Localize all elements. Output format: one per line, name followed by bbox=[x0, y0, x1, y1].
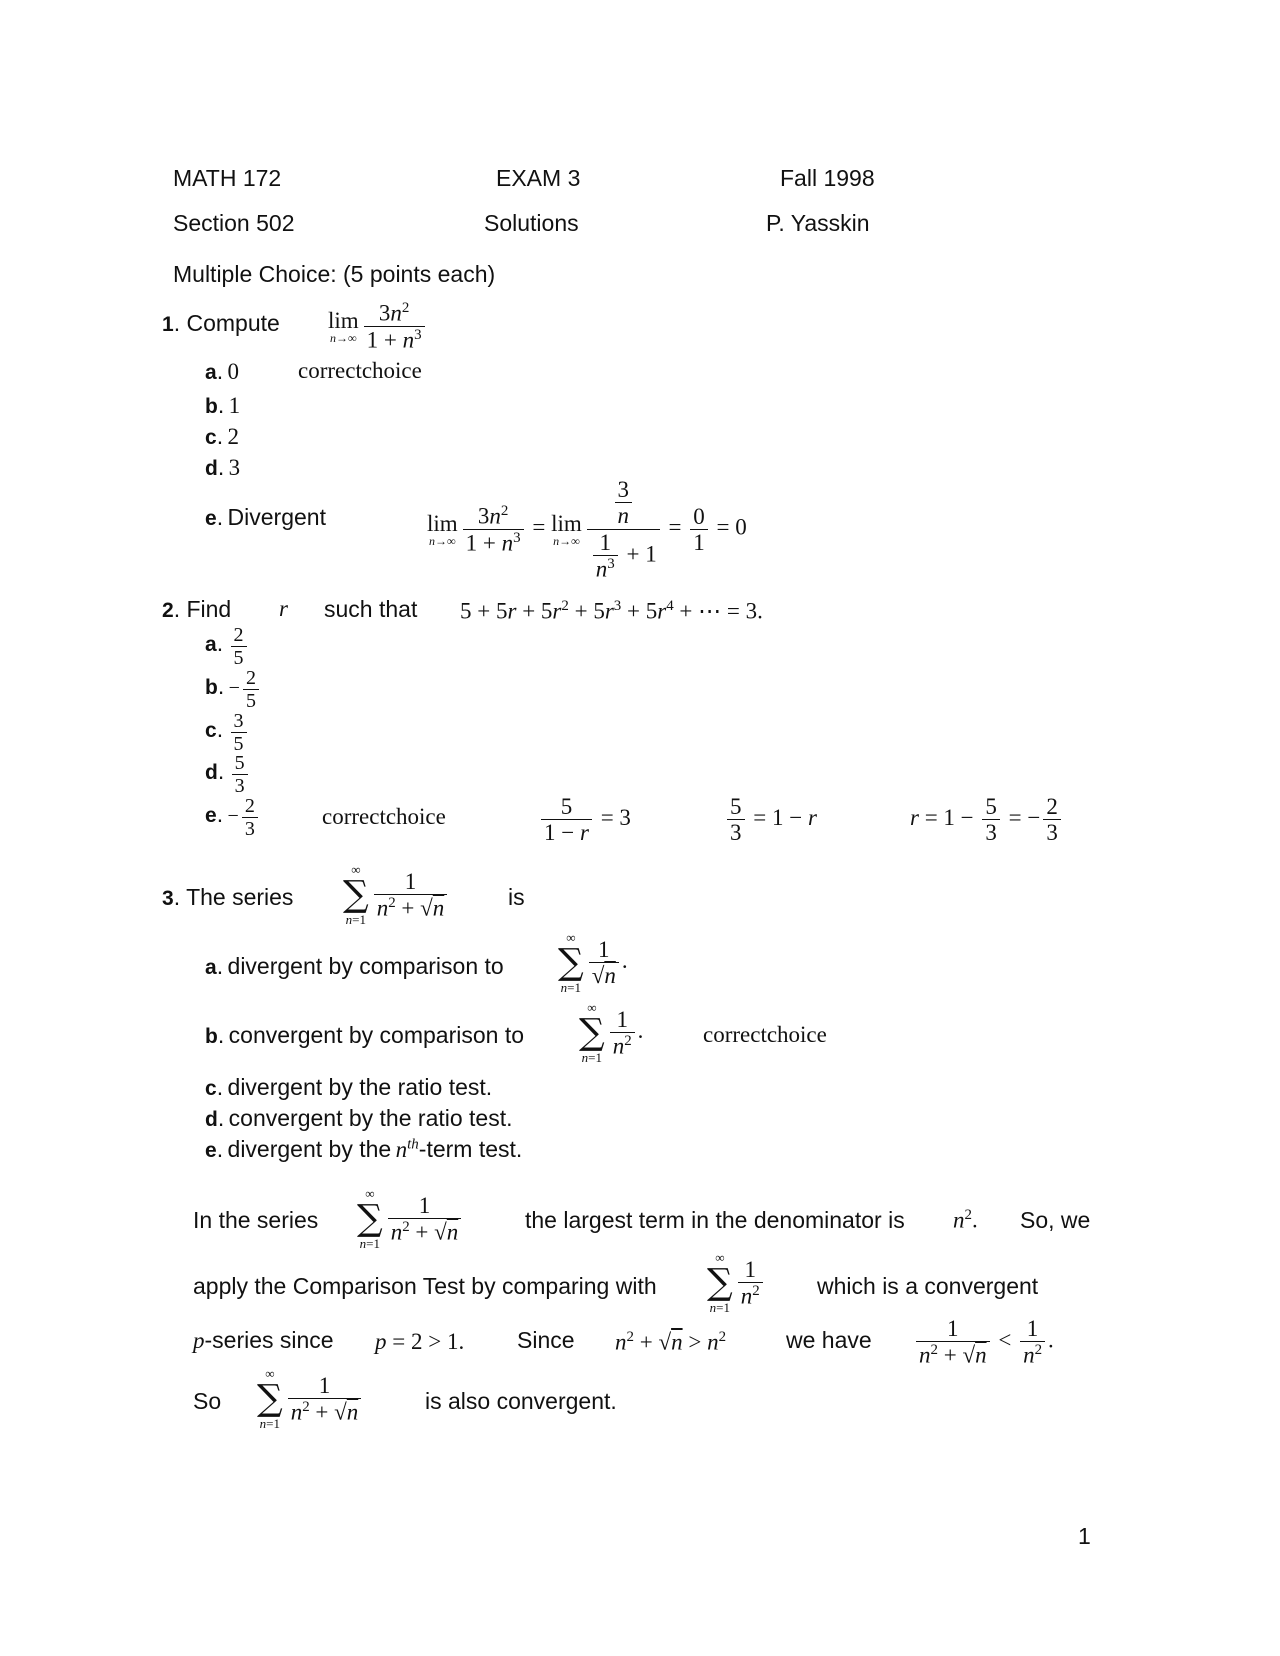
q3-choice-c[interactable]: c. divergent by the ratio test. bbox=[205, 1074, 493, 1100]
q3-choice-d[interactable]: d. convergent by the ratio test. bbox=[205, 1105, 513, 1131]
section-number: Section 502 bbox=[173, 210, 295, 236]
q3-choice-a-series: ∞ ∑ n=1 $\frac{1}{√n}$ . bbox=[558, 930, 628, 995]
q2-choice-d[interactable]: d. $\frac{5}{3}$ bbox=[205, 752, 251, 797]
q1-choice-d[interactable]: d. 3 bbox=[205, 454, 241, 480]
explanation-inequality: $n^2 + √n > n^2$ bbox=[615, 1329, 727, 1355]
explanation-p-value: p = 2 > 1. bbox=[375, 1329, 465, 1354]
q2-solution-step1: $\frac{5}{1 - r}$ = 3 bbox=[538, 794, 631, 846]
q2-choice-e[interactable]: e. − $\frac{2}{3}$ bbox=[205, 795, 261, 840]
exam-title: EXAM 3 bbox=[496, 165, 581, 191]
q2-choice-c[interactable]: c. $\frac{3}{5}$ bbox=[205, 710, 250, 755]
explanation-series-3: ∞ ∑ n=1 $\frac{1}{n^2 + √n}$ bbox=[257, 1366, 364, 1431]
q1-choice-b[interactable]: b. 1 bbox=[205, 392, 241, 418]
explanation-line4-pre: So bbox=[193, 1388, 222, 1414]
instructions: Multiple Choice: (5 points each) bbox=[173, 261, 496, 287]
q1-choice-c[interactable]: c. 2 bbox=[205, 423, 240, 449]
explanation-line1-pre: In the series bbox=[193, 1207, 319, 1233]
document-type: Solutions bbox=[484, 210, 579, 236]
q2-choice-a[interactable]: a. $\frac{2}{5}$ bbox=[205, 624, 250, 669]
q1-correct-note: correctchoice bbox=[298, 358, 422, 383]
q3-correct-note: correctchoice bbox=[703, 1022, 827, 1047]
explanation-line1-mid: the largest term in the denominator is bbox=[525, 1207, 905, 1233]
q2-correct-note: correctchoice bbox=[322, 804, 446, 829]
q1-choice-a[interactable]: a. 0 bbox=[205, 358, 240, 384]
q3-is: is bbox=[508, 884, 525, 910]
q2-equation: $5 + 5r + 5r^2 + 5r^3 + 5r^4$ + ⋯ = 3. bbox=[460, 598, 763, 624]
q3-choice-a[interactable]: a. divergent by comparison to bbox=[205, 953, 504, 979]
q2-variable: r bbox=[279, 596, 288, 621]
q1-limit-expression: lim n→∞ $\frac{3n^2}{1 + n^3}$ bbox=[328, 300, 428, 353]
q1-solution: lim n→∞ $\frac{3n^2}{1 + n^3}$ = lim n→∞ $\frac{3}{n}$ $\frac{1}{n^3}$ + 1 = $\frac{0}{1}$ = 0 bbox=[427, 477, 747, 582]
q3-choice-b[interactable]: b. convergent by comparison to bbox=[205, 1022, 524, 1048]
explanation-line2-post: which is a convergent bbox=[817, 1273, 1039, 1299]
q3-series: ∞ ∑ n=1 $\frac{1}{n^2 + √n}$ bbox=[343, 862, 450, 927]
instructor: P. Yasskin bbox=[766, 210, 870, 236]
explanation-line3-pre: p-series since bbox=[193, 1327, 334, 1353]
explanation-line1-post: So, we bbox=[1020, 1207, 1091, 1233]
course-title: MATH 172 bbox=[173, 165, 282, 191]
q3-choice-e[interactable]: e. divergent by the $n^{th}$-term test. bbox=[205, 1136, 523, 1162]
q1-number: 1 bbox=[162, 313, 174, 336]
q2-heading: 2. Find bbox=[162, 596, 232, 622]
q1-heading: 1. Compute bbox=[162, 310, 280, 336]
q2-solution-step3: r = 1 − $\frac{5}{3}$ = − $\frac{2}{3}$ bbox=[910, 794, 1064, 846]
explanation-line2-pre: apply the Comparison Test by comparing with bbox=[193, 1273, 657, 1299]
q3-heading: 3. The series bbox=[162, 884, 294, 910]
q2-solution-step2: $\frac{5}{3}$ = 1 − r bbox=[724, 794, 817, 846]
page-number: 1 bbox=[1078, 1523, 1091, 1549]
explanation-largest-term: $n^2$. bbox=[953, 1207, 978, 1233]
explanation-series-2: ∞ ∑ n=1 $\frac{1}{n^2}$ bbox=[707, 1250, 766, 1315]
q2-choice-b[interactable]: b. − $\frac{2}{5}$ bbox=[205, 667, 262, 712]
q3-choice-b-series: ∞ ∑ n=1 $\frac{1}{n^2}$ . bbox=[579, 1000, 644, 1065]
explanation-we-have: we have bbox=[786, 1327, 872, 1353]
explanation-line4-post: is also convergent. bbox=[425, 1388, 617, 1414]
explanation-since: Since bbox=[517, 1327, 575, 1353]
q1-choice-e[interactable]: e. Divergent bbox=[205, 504, 326, 530]
q1-prompt: Compute bbox=[186, 310, 280, 336]
q2-such-that: such that bbox=[324, 596, 418, 622]
term: Fall 1998 bbox=[780, 165, 875, 191]
explanation-fraction-inequality: $\frac{1}{n^2 + √n}$ < $\frac{1}{n^2}$ . bbox=[913, 1316, 1054, 1368]
explanation-series-1: ∞ ∑ n=1 $\frac{1}{n^2 + √n}$ bbox=[357, 1186, 464, 1251]
